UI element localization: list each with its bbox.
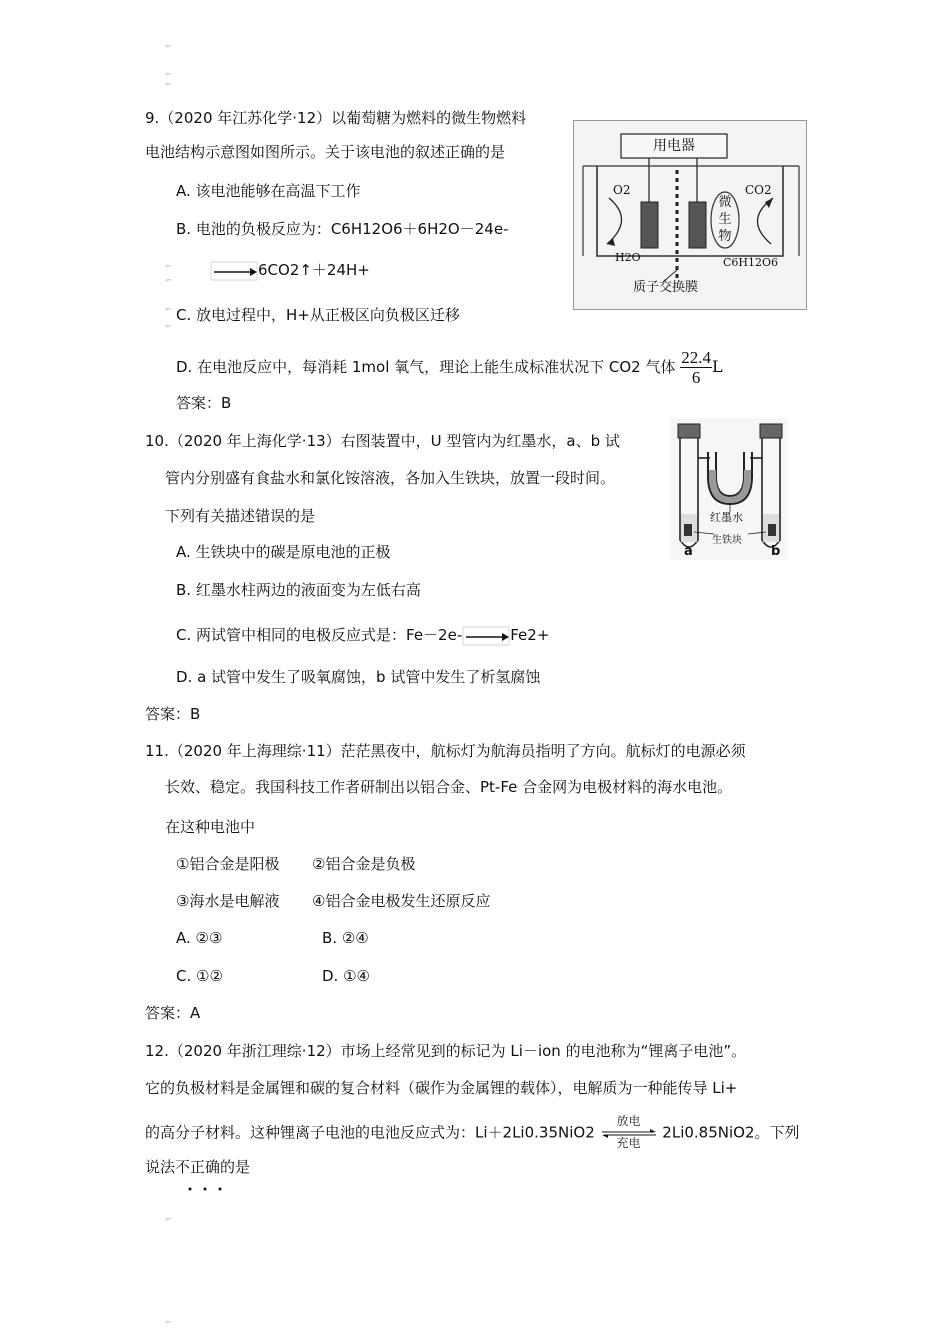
page-mark: ⌐ xyxy=(165,276,172,285)
q11-statement-2: ②铝合金是负极 xyxy=(312,855,416,873)
q9-option-d-text: D. 在电池反应中，每消耗 1mol 氧气，理论上能生成标准状况下 CO2 气体 xyxy=(176,358,676,376)
fig-device-label: 用电器 xyxy=(653,138,695,154)
q11-stem-line1: 11.（2020 年上海理综·11）茫茫黑夜中，航标灯为航海员指明了方向。航标灯的电源必须 xyxy=(145,742,746,760)
discharge-label: 放电 xyxy=(616,1114,641,1128)
q10-option-b: B. 红墨水柱两边的液面变为左低右高 xyxy=(176,581,421,599)
q10-option-c-product: Fe2+ xyxy=(510,626,550,644)
page-mark: ⌐ xyxy=(165,42,172,51)
q9-option-c: C. 放电过程中，H+从正极区向负极区迁移 xyxy=(176,306,460,324)
page-mark: ⌐ xyxy=(165,1215,172,1224)
page-mark: ⌐ xyxy=(165,262,172,271)
page-mark: ⌐ xyxy=(165,80,172,89)
q10-option-c-text: C. 两试管中相同的电极反应式是：Fe－2e- xyxy=(176,626,463,644)
page-mark: ⌐ xyxy=(165,1318,172,1327)
q12-equation-left: 的高分子材料。这种锂离子电池的电池反应式为：Li＋2Li0.35NiO2 xyxy=(145,1123,595,1142)
fig-co2-label: CO2 xyxy=(745,183,772,197)
q11-option-a: A. ②③ xyxy=(176,929,223,947)
q9-stem-line1: 9.（2020 年江苏化学·12）以葡萄糖为燃料的微生物燃料 xyxy=(145,109,527,127)
fig-tube-b-label: b xyxy=(771,544,781,559)
q12-equation-right: 2Li0.85NiO2。下列 xyxy=(662,1123,800,1142)
q10-option-c xyxy=(176,625,549,646)
q9-option-b-formula: C6H12O6＋6H2O－24e- xyxy=(330,220,509,238)
fig-microbe-label: 微生物 xyxy=(718,195,732,244)
q9-option-b-product-line xyxy=(210,260,370,281)
q9-fuel-cell-figure xyxy=(573,120,807,310)
q9-option-a: A. 该电池能够在高温下工作 xyxy=(176,182,361,200)
q9-option-d-fraction xyxy=(680,348,712,387)
q11-statement-3: ③海水是电解液 xyxy=(176,892,280,910)
fraction-numerator: 22.4 xyxy=(681,348,712,367)
q10-option-a: A. 生铁块中的碳是原电池的正极 xyxy=(176,543,391,561)
q10-answer: 答案：B xyxy=(145,705,201,723)
page-mark: ⌐ xyxy=(165,322,172,331)
emphasis-dots xyxy=(186,1178,230,1184)
q11-option-b: B. ②④ xyxy=(322,929,369,947)
fig-glucose-label: C6H12O6 xyxy=(723,256,779,269)
q11-stem-line3: 在这种电池中 xyxy=(165,818,256,836)
fig-ink-label: 红墨水 xyxy=(710,511,743,524)
q10-option-d: D. a 试管中发生了吸氧腐蚀，b 试管中发生了析氢腐蚀 xyxy=(176,668,541,686)
q9-option-b xyxy=(176,219,508,239)
q11-option-c: C. ①② xyxy=(176,967,223,985)
q9-option-d-unit: L xyxy=(712,357,723,376)
page-mark: ⌐ xyxy=(165,70,172,79)
q10-stem-line1: 10.（2020 年上海化学·13）右图装置中，U 型管内为红墨水，a、b 试 xyxy=(145,432,620,450)
q11-answer: 答案：A xyxy=(145,1004,201,1022)
q9-option-b-label: B. 电池的负极反应为： xyxy=(176,220,331,238)
q9-option-b-product: 6CO2↑＋24H+ xyxy=(258,261,370,279)
charge-label: 充电 xyxy=(616,1136,641,1150)
q10-stem-line3: 下列有关描述错误的是 xyxy=(165,507,316,525)
reaction-arrow-icon xyxy=(462,626,510,646)
reaction-arrow-icon xyxy=(210,261,258,281)
fig-h2o-label: H2O xyxy=(615,251,641,264)
q12-stem-line1: 12.（2020 年浙江理综·12）市场上经常见到的标记为 Li－ion 的电池称为“锂离子电池”。 xyxy=(145,1042,747,1060)
fig-o2-label: O2 xyxy=(613,183,631,197)
q10-u-tube-figure xyxy=(670,418,788,560)
fig-tube-a-label: a xyxy=(684,544,693,559)
q11-option-d: D. ①④ xyxy=(322,967,370,985)
q11-statement-4: ④铝合金电极发生还原反应 xyxy=(312,892,491,910)
q12-stem-line3 xyxy=(145,1116,800,1150)
reversible-arrow xyxy=(600,1116,658,1150)
q11-statement-1: ①铝合金是阳极 xyxy=(176,855,280,873)
fraction-denominator: 6 xyxy=(691,368,701,387)
fig-iron-label: 生铁块 xyxy=(712,535,742,546)
q12-stem-line4: 说法不正确的是 xyxy=(145,1158,251,1176)
page-mark: ⌐ xyxy=(165,305,172,314)
q9-answer: 答案：B xyxy=(176,394,232,412)
q10-stem-line2: 管内分别盛有食盐水和氯化铵溶液，各加入生铁块，放置一段时间。 xyxy=(165,469,616,487)
fig-membrane-label: 质子交换膜 xyxy=(633,280,699,295)
q11-stem-line2: 长效、稳定。我国科技工作者研制出以铝合金、Pt-Fe 合金网为电极材料的海水电池。 xyxy=(165,778,733,796)
q12-stem-line2: 它的负极材料是金属锂和碳的复合材料（碳作为金属锂的载体），电解质为一种能传导 Li+ xyxy=(145,1079,738,1097)
q9-option-d xyxy=(176,348,723,387)
q9-stem-line2: 电池结构示意图如图所示。关于该电池的叙述正确的是 xyxy=(145,143,506,161)
